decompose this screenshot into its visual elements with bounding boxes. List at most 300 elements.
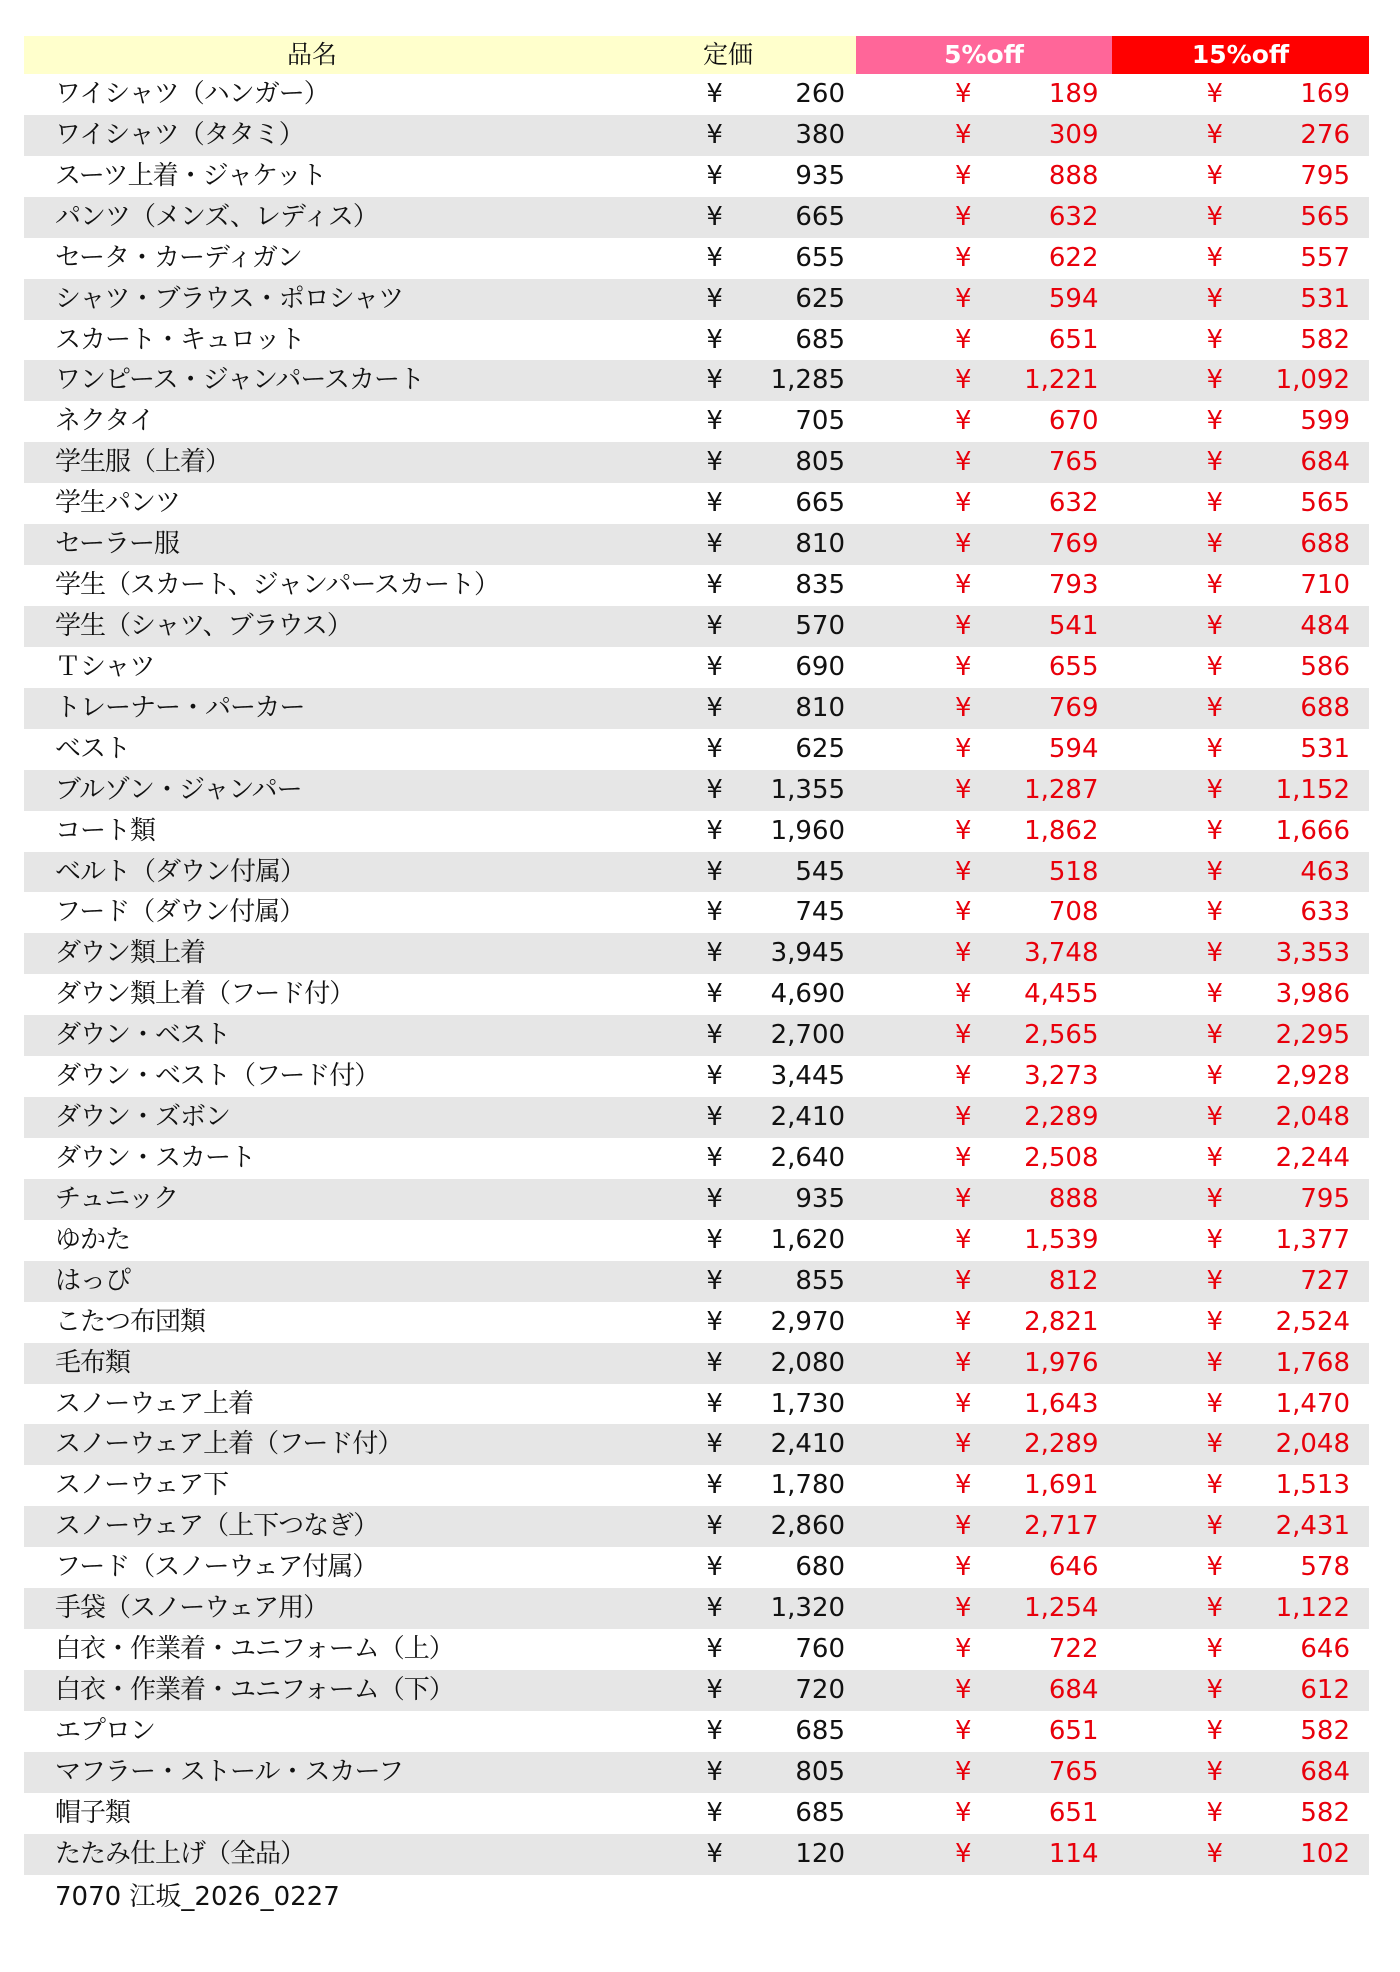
table-row — [24, 320, 1369, 361]
price-5-percent-off: 1,539 — [1024, 1224, 1099, 1255]
table-row — [24, 1752, 1369, 1793]
table-row — [24, 401, 1369, 442]
price-15-percent-off-cell — [1117, 115, 1369, 156]
yen-symbol: ¥ — [1206, 1265, 1224, 1296]
header-5-percent-off: 5%off — [856, 36, 1112, 74]
yen-symbol: ¥ — [955, 324, 972, 355]
yen-symbol: ¥ — [706, 1470, 723, 1501]
list-price-cell — [613, 852, 865, 893]
list-price-cell — [613, 1384, 865, 1425]
price-5-percent-off: 2,565 — [1024, 1020, 1099, 1051]
yen-symbol: ¥ — [1206, 570, 1224, 601]
list-price: 1,730 — [770, 1388, 846, 1419]
yen-symbol: ¥ — [1206, 651, 1224, 682]
list-price: 2,410 — [770, 1429, 846, 1460]
price-15-percent-off-cell — [1117, 401, 1369, 442]
price-5-percent-off: 2,508 — [1024, 1142, 1099, 1173]
item-name: 毛布類 — [55, 1347, 131, 1378]
yen-symbol: ¥ — [706, 1552, 723, 1583]
price-15-percent-off: 582 — [1300, 1797, 1350, 1828]
list-price: 625 — [795, 733, 846, 764]
price-15-percent-off: 463 — [1300, 856, 1350, 887]
yen-symbol: ¥ — [706, 1756, 723, 1787]
yen-symbol: ¥ — [706, 1142, 723, 1173]
yen-symbol: ¥ — [706, 1102, 723, 1133]
list-price-cell — [613, 1424, 865, 1465]
yen-symbol: ¥ — [955, 1224, 972, 1255]
price-5-percent-off: 769 — [1048, 692, 1099, 723]
yen-symbol: ¥ — [1206, 488, 1224, 519]
table-row — [24, 1670, 1369, 1711]
price-15-percent-off: 2,431 — [1275, 1511, 1350, 1542]
table-header — [24, 36, 1369, 74]
yen-symbol: ¥ — [955, 201, 972, 232]
yen-symbol: ¥ — [706, 1715, 723, 1746]
item-name: 学生パンツ — [55, 488, 181, 519]
item-name: コート類 — [55, 815, 156, 846]
price-5-percent-off-cell — [865, 729, 1116, 770]
price-15-percent-off: 633 — [1300, 897, 1350, 928]
price-5-percent-off-cell — [865, 1424, 1116, 1465]
price-5-percent-off: 189 — [1048, 79, 1099, 109]
yen-symbol: ¥ — [955, 488, 972, 519]
item-name: 白衣・作業着・ユニフォーム（下） — [55, 1674, 454, 1705]
item-name: トレーナー・パーカー — [55, 692, 305, 723]
table-row — [24, 1261, 1369, 1302]
yen-symbol: ¥ — [706, 1347, 723, 1378]
header-list-price: 定価 — [600, 36, 856, 74]
price-5-percent-off: 622 — [1048, 242, 1099, 273]
list-price: 810 — [795, 692, 846, 723]
yen-symbol: ¥ — [955, 1838, 972, 1869]
yen-symbol: ¥ — [955, 979, 972, 1010]
list-price: 1,355 — [770, 774, 846, 805]
yen-symbol: ¥ — [706, 1511, 723, 1542]
table-row — [24, 115, 1369, 156]
price-15-percent-off: 2,524 — [1275, 1306, 1350, 1337]
price-15-percent-off-cell — [1117, 1752, 1369, 1793]
price-5-percent-off-cell — [865, 1834, 1116, 1875]
list-price-cell — [613, 483, 865, 524]
list-price: 855 — [795, 1265, 846, 1296]
yen-symbol: ¥ — [1206, 1224, 1224, 1255]
price-15-percent-off: 612 — [1300, 1674, 1350, 1705]
price-15-percent-off-cell — [1117, 647, 1369, 688]
list-price-cell — [613, 279, 865, 320]
list-price: 2,640 — [770, 1142, 846, 1173]
list-price-cell — [613, 524, 865, 565]
yen-symbol: ¥ — [1206, 1306, 1224, 1337]
item-name: ダウン類上着（フード付） — [55, 979, 355, 1010]
price-15-percent-off: 1,666 — [1275, 815, 1350, 846]
yen-symbol: ¥ — [706, 1593, 723, 1624]
price-15-percent-off: 1,513 — [1275, 1470, 1350, 1501]
price-15-percent-off: 582 — [1300, 324, 1350, 355]
table-row — [24, 1711, 1369, 1752]
yen-symbol: ¥ — [706, 79, 723, 109]
item-name: スノーウェア上着 — [55, 1388, 254, 1419]
yen-symbol: ¥ — [1206, 610, 1224, 641]
price-15-percent-off-cell — [1117, 1097, 1369, 1138]
price-5-percent-off: 888 — [1048, 1183, 1099, 1214]
price-table — [24, 36, 1369, 1875]
price-15-percent-off: 688 — [1300, 692, 1350, 723]
table-row — [24, 974, 1369, 1015]
yen-symbol: ¥ — [1206, 119, 1224, 150]
item-name: ワンピース・ジャンパースカート — [55, 365, 425, 396]
price-15-percent-off-cell — [1117, 1711, 1369, 1752]
table-row — [24, 892, 1369, 933]
list-price: 2,700 — [770, 1020, 846, 1051]
yen-symbol: ¥ — [1206, 1470, 1224, 1501]
price-5-percent-off-cell — [865, 974, 1116, 1015]
yen-symbol: ¥ — [1206, 529, 1224, 560]
price-15-percent-off-cell — [1117, 1302, 1369, 1343]
yen-symbol: ¥ — [706, 529, 723, 560]
price-15-percent-off: 2,048 — [1275, 1102, 1350, 1133]
item-name: ゆかた — [55, 1224, 131, 1255]
list-price: 665 — [795, 201, 846, 232]
price-5-percent-off: 1,643 — [1024, 1388, 1099, 1419]
item-name: ダウン類上着 — [55, 938, 206, 969]
price-5-percent-off: 1,287 — [1024, 774, 1099, 805]
table-row — [24, 729, 1369, 770]
price-5-percent-off-cell — [865, 565, 1116, 606]
yen-symbol: ¥ — [1206, 774, 1224, 805]
yen-symbol: ¥ — [955, 1552, 972, 1583]
yen-symbol: ¥ — [955, 692, 972, 723]
item-name: 学生服（上着） — [55, 447, 231, 478]
item-name: スカート・キュロット — [55, 324, 305, 355]
price-5-percent-off-cell — [865, 688, 1116, 729]
table-row — [24, 1015, 1369, 1056]
table-row — [24, 483, 1369, 524]
price-5-percent-off-cell — [865, 811, 1116, 852]
yen-symbol: ¥ — [706, 283, 723, 314]
yen-symbol: ¥ — [1206, 1347, 1224, 1378]
list-price-cell — [613, 360, 865, 401]
yen-symbol: ¥ — [706, 406, 723, 437]
yen-symbol: ¥ — [706, 1388, 723, 1419]
yen-symbol: ¥ — [1206, 1593, 1224, 1624]
table-row — [24, 1179, 1369, 1220]
item-name: はっぴ — [55, 1265, 131, 1296]
list-price-cell — [613, 1506, 865, 1547]
list-price-cell — [613, 1834, 865, 1875]
yen-symbol: ¥ — [955, 1061, 972, 1092]
yen-symbol: ¥ — [1206, 1674, 1224, 1705]
yen-symbol: ¥ — [1206, 1388, 1224, 1419]
price-15-percent-off-cell — [1117, 320, 1369, 361]
list-price: 4,690 — [770, 979, 846, 1010]
price-5-percent-off-cell — [865, 279, 1116, 320]
price-15-percent-off: 2,048 — [1275, 1429, 1350, 1460]
item-name: シャツ・ブラウス・ポロシャツ — [55, 283, 404, 314]
price-15-percent-off-cell — [1117, 1834, 1369, 1875]
list-price: 935 — [795, 1183, 846, 1214]
list-price: 2,080 — [770, 1347, 846, 1378]
price-15-percent-off: 710 — [1300, 570, 1350, 601]
list-price-cell — [613, 442, 865, 483]
price-15-percent-off-cell — [1117, 1056, 1369, 1097]
yen-symbol: ¥ — [955, 774, 972, 805]
price-5-percent-off-cell — [865, 156, 1116, 197]
list-price-cell — [613, 74, 865, 115]
yen-symbol: ¥ — [955, 119, 972, 150]
yen-symbol: ¥ — [1206, 160, 1224, 191]
list-price-cell — [613, 156, 865, 197]
price-15-percent-off-cell — [1117, 1465, 1369, 1506]
yen-symbol: ¥ — [706, 1183, 723, 1214]
price-5-percent-off: 793 — [1048, 570, 1099, 601]
price-5-percent-off-cell — [865, 1588, 1116, 1629]
yen-symbol: ¥ — [955, 1102, 972, 1133]
price-5-percent-off: 812 — [1048, 1265, 1099, 1296]
table-row — [24, 197, 1369, 238]
list-price-cell — [613, 1793, 865, 1834]
price-5-percent-off-cell — [865, 933, 1116, 974]
price-5-percent-off: 888 — [1048, 160, 1099, 191]
price-15-percent-off: 1,470 — [1275, 1388, 1350, 1419]
price-15-percent-off-cell — [1117, 74, 1369, 115]
price-5-percent-off-cell — [865, 852, 1116, 893]
price-15-percent-off: 684 — [1300, 1756, 1350, 1787]
yen-symbol: ¥ — [955, 1797, 972, 1828]
price-5-percent-off: 2,821 — [1024, 1306, 1099, 1337]
list-price-cell — [613, 811, 865, 852]
table-row — [24, 524, 1369, 565]
list-price-cell — [613, 1711, 865, 1752]
list-price-cell — [613, 238, 865, 279]
table-row — [24, 279, 1369, 320]
price-15-percent-off: 646 — [1300, 1634, 1350, 1665]
yen-symbol: ¥ — [706, 774, 723, 805]
table-row — [24, 1588, 1369, 1629]
yen-symbol: ¥ — [1206, 242, 1224, 273]
table-row — [24, 606, 1369, 647]
list-price: 570 — [795, 610, 846, 641]
yen-symbol: ¥ — [955, 1347, 972, 1378]
price-5-percent-off: 1,254 — [1024, 1593, 1099, 1624]
yen-symbol: ¥ — [1206, 856, 1224, 887]
item-name: エプロン — [55, 1715, 156, 1746]
yen-symbol: ¥ — [955, 1470, 972, 1501]
list-price: 935 — [795, 160, 846, 191]
yen-symbol: ¥ — [1206, 365, 1224, 396]
yen-symbol: ¥ — [706, 365, 723, 396]
item-name: マフラー・ストール・スカーフ — [55, 1756, 404, 1787]
list-price: 685 — [795, 324, 846, 355]
table-row — [24, 933, 1369, 974]
yen-symbol: ¥ — [955, 856, 972, 887]
list-price: 1,320 — [770, 1593, 846, 1624]
price-15-percent-off-cell — [1117, 442, 1369, 483]
yen-symbol: ¥ — [706, 1265, 723, 1296]
yen-symbol: ¥ — [955, 610, 972, 641]
price-15-percent-off-cell — [1117, 1220, 1369, 1261]
list-price-cell — [613, 1220, 865, 1261]
yen-symbol: ¥ — [1206, 1715, 1224, 1746]
yen-symbol: ¥ — [955, 570, 972, 601]
yen-symbol: ¥ — [706, 570, 723, 601]
list-price: 2,970 — [770, 1306, 846, 1337]
list-price-cell — [613, 1015, 865, 1056]
yen-symbol: ¥ — [955, 365, 972, 396]
yen-symbol: ¥ — [1206, 1142, 1224, 1173]
price-5-percent-off-cell — [865, 647, 1116, 688]
price-15-percent-off-cell — [1117, 933, 1369, 974]
item-name: 学生（シャツ、ブラウス） — [55, 610, 352, 641]
price-15-percent-off-cell — [1117, 1588, 1369, 1629]
price-5-percent-off-cell — [865, 1547, 1116, 1588]
yen-symbol: ¥ — [955, 1511, 972, 1542]
yen-symbol: ¥ — [955, 651, 972, 682]
list-price-cell — [613, 401, 865, 442]
price-5-percent-off: 114 — [1048, 1838, 1099, 1869]
yen-symbol: ¥ — [1206, 815, 1224, 846]
list-price-cell — [613, 770, 865, 811]
price-15-percent-off: 2,244 — [1275, 1142, 1350, 1173]
list-price: 705 — [795, 406, 846, 437]
yen-symbol: ¥ — [1206, 201, 1224, 232]
yen-symbol: ¥ — [1206, 1634, 1224, 1665]
yen-symbol: ¥ — [706, 488, 723, 519]
list-price: 3,445 — [770, 1061, 846, 1092]
list-price-cell — [613, 647, 865, 688]
price-15-percent-off: 557 — [1300, 242, 1350, 273]
yen-symbol: ¥ — [706, 160, 723, 191]
price-5-percent-off: 518 — [1048, 856, 1099, 887]
table-row — [24, 74, 1369, 115]
list-price-cell — [613, 933, 865, 974]
table-row — [24, 811, 1369, 852]
header-15-percent-off: 15%off — [1112, 36, 1369, 74]
price-15-percent-off: 169 — [1300, 79, 1350, 109]
yen-symbol: ¥ — [955, 733, 972, 764]
price-5-percent-off: 722 — [1048, 1634, 1099, 1665]
price-5-percent-off: 2,717 — [1024, 1511, 1099, 1542]
price-5-percent-off-cell — [865, 1670, 1116, 1711]
list-price: 3,945 — [770, 938, 846, 969]
price-15-percent-off: 276 — [1300, 119, 1350, 150]
table-row — [24, 1343, 1369, 1384]
table-row — [24, 1097, 1369, 1138]
yen-symbol: ¥ — [1206, 1102, 1224, 1133]
yen-symbol: ¥ — [1206, 979, 1224, 1010]
price-5-percent-off-cell — [865, 1711, 1116, 1752]
price-15-percent-off: 795 — [1300, 160, 1350, 191]
yen-symbol: ¥ — [706, 610, 723, 641]
item-name: ワイシャツ（ハンガー） — [55, 79, 329, 109]
yen-symbol: ¥ — [955, 447, 972, 478]
list-price-cell — [613, 115, 865, 156]
yen-symbol: ¥ — [1206, 1429, 1224, 1460]
price-15-percent-off-cell — [1117, 1547, 1369, 1588]
list-price-cell — [613, 606, 865, 647]
yen-symbol: ¥ — [706, 1306, 723, 1337]
item-name: 手袋（スノーウェア用） — [55, 1593, 329, 1624]
price-15-percent-off: 3,986 — [1275, 979, 1350, 1010]
list-price-cell — [613, 1629, 865, 1670]
price-15-percent-off-cell — [1117, 1506, 1369, 1547]
list-price: 380 — [795, 119, 846, 150]
list-price: 745 — [795, 897, 846, 928]
list-price-cell — [613, 729, 865, 770]
price-5-percent-off-cell — [865, 1384, 1116, 1425]
price-5-percent-off-cell — [865, 1343, 1116, 1384]
yen-symbol: ¥ — [955, 1183, 972, 1214]
yen-symbol: ¥ — [1206, 283, 1224, 314]
yen-symbol: ¥ — [955, 406, 972, 437]
table-row — [24, 238, 1369, 279]
yen-symbol: ¥ — [955, 1429, 972, 1460]
price-5-percent-off: 1,221 — [1024, 365, 1099, 396]
price-5-percent-off-cell — [865, 442, 1116, 483]
footer-note: 7070 江坂_2026_0227 — [55, 1882, 340, 1912]
yen-symbol: ¥ — [706, 324, 723, 355]
price-15-percent-off: 1,152 — [1275, 774, 1350, 805]
list-price: 2,860 — [770, 1511, 846, 1542]
yen-symbol: ¥ — [955, 1674, 972, 1705]
price-5-percent-off-cell — [865, 320, 1116, 361]
price-15-percent-off-cell — [1117, 852, 1369, 893]
list-price: 120 — [795, 1838, 846, 1869]
table-row — [24, 360, 1369, 401]
yen-symbol: ¥ — [1206, 1838, 1224, 1869]
price-15-percent-off: 565 — [1300, 488, 1350, 519]
yen-symbol: ¥ — [706, 1429, 723, 1460]
yen-symbol: ¥ — [706, 979, 723, 1010]
list-price: 1,285 — [770, 365, 846, 396]
list-price: 685 — [795, 1797, 846, 1828]
item-name: こたつ布団類 — [55, 1306, 206, 1337]
yen-symbol: ¥ — [706, 201, 723, 232]
price-5-percent-off-cell — [865, 892, 1116, 933]
list-price-cell — [613, 1302, 865, 1343]
yen-symbol: ¥ — [1206, 1552, 1224, 1583]
item-name: Ｔシャツ — [55, 651, 155, 682]
price-5-percent-off-cell — [865, 197, 1116, 238]
table-row — [24, 1138, 1369, 1179]
table-row — [24, 647, 1369, 688]
table-row — [24, 1220, 1369, 1261]
yen-symbol: ¥ — [706, 938, 723, 969]
yen-symbol: ¥ — [955, 529, 972, 560]
price-5-percent-off: 651 — [1048, 1715, 1099, 1746]
yen-symbol: ¥ — [955, 1634, 972, 1665]
list-price-cell — [613, 892, 865, 933]
yen-symbol: ¥ — [706, 815, 723, 846]
price-15-percent-off-cell — [1117, 1384, 1369, 1425]
item-name: ベスト — [55, 733, 131, 764]
price-15-percent-off: 578 — [1300, 1552, 1350, 1583]
price-5-percent-off-cell — [865, 1465, 1116, 1506]
yen-symbol: ¥ — [706, 1020, 723, 1051]
yen-symbol: ¥ — [706, 1224, 723, 1255]
list-price-cell — [613, 1056, 865, 1097]
item-name: ネクタイ — [55, 406, 154, 437]
price-5-percent-off-cell — [865, 1261, 1116, 1302]
price-15-percent-off: 586 — [1300, 651, 1350, 682]
yen-symbol: ¥ — [706, 733, 723, 764]
price-5-percent-off-cell — [865, 1793, 1116, 1834]
yen-symbol: ¥ — [706, 1674, 723, 1705]
table-row — [24, 1465, 1369, 1506]
yen-symbol: ¥ — [1206, 733, 1224, 764]
table-row — [24, 1547, 1369, 1588]
list-price: 655 — [795, 242, 846, 273]
yen-symbol: ¥ — [955, 815, 972, 846]
